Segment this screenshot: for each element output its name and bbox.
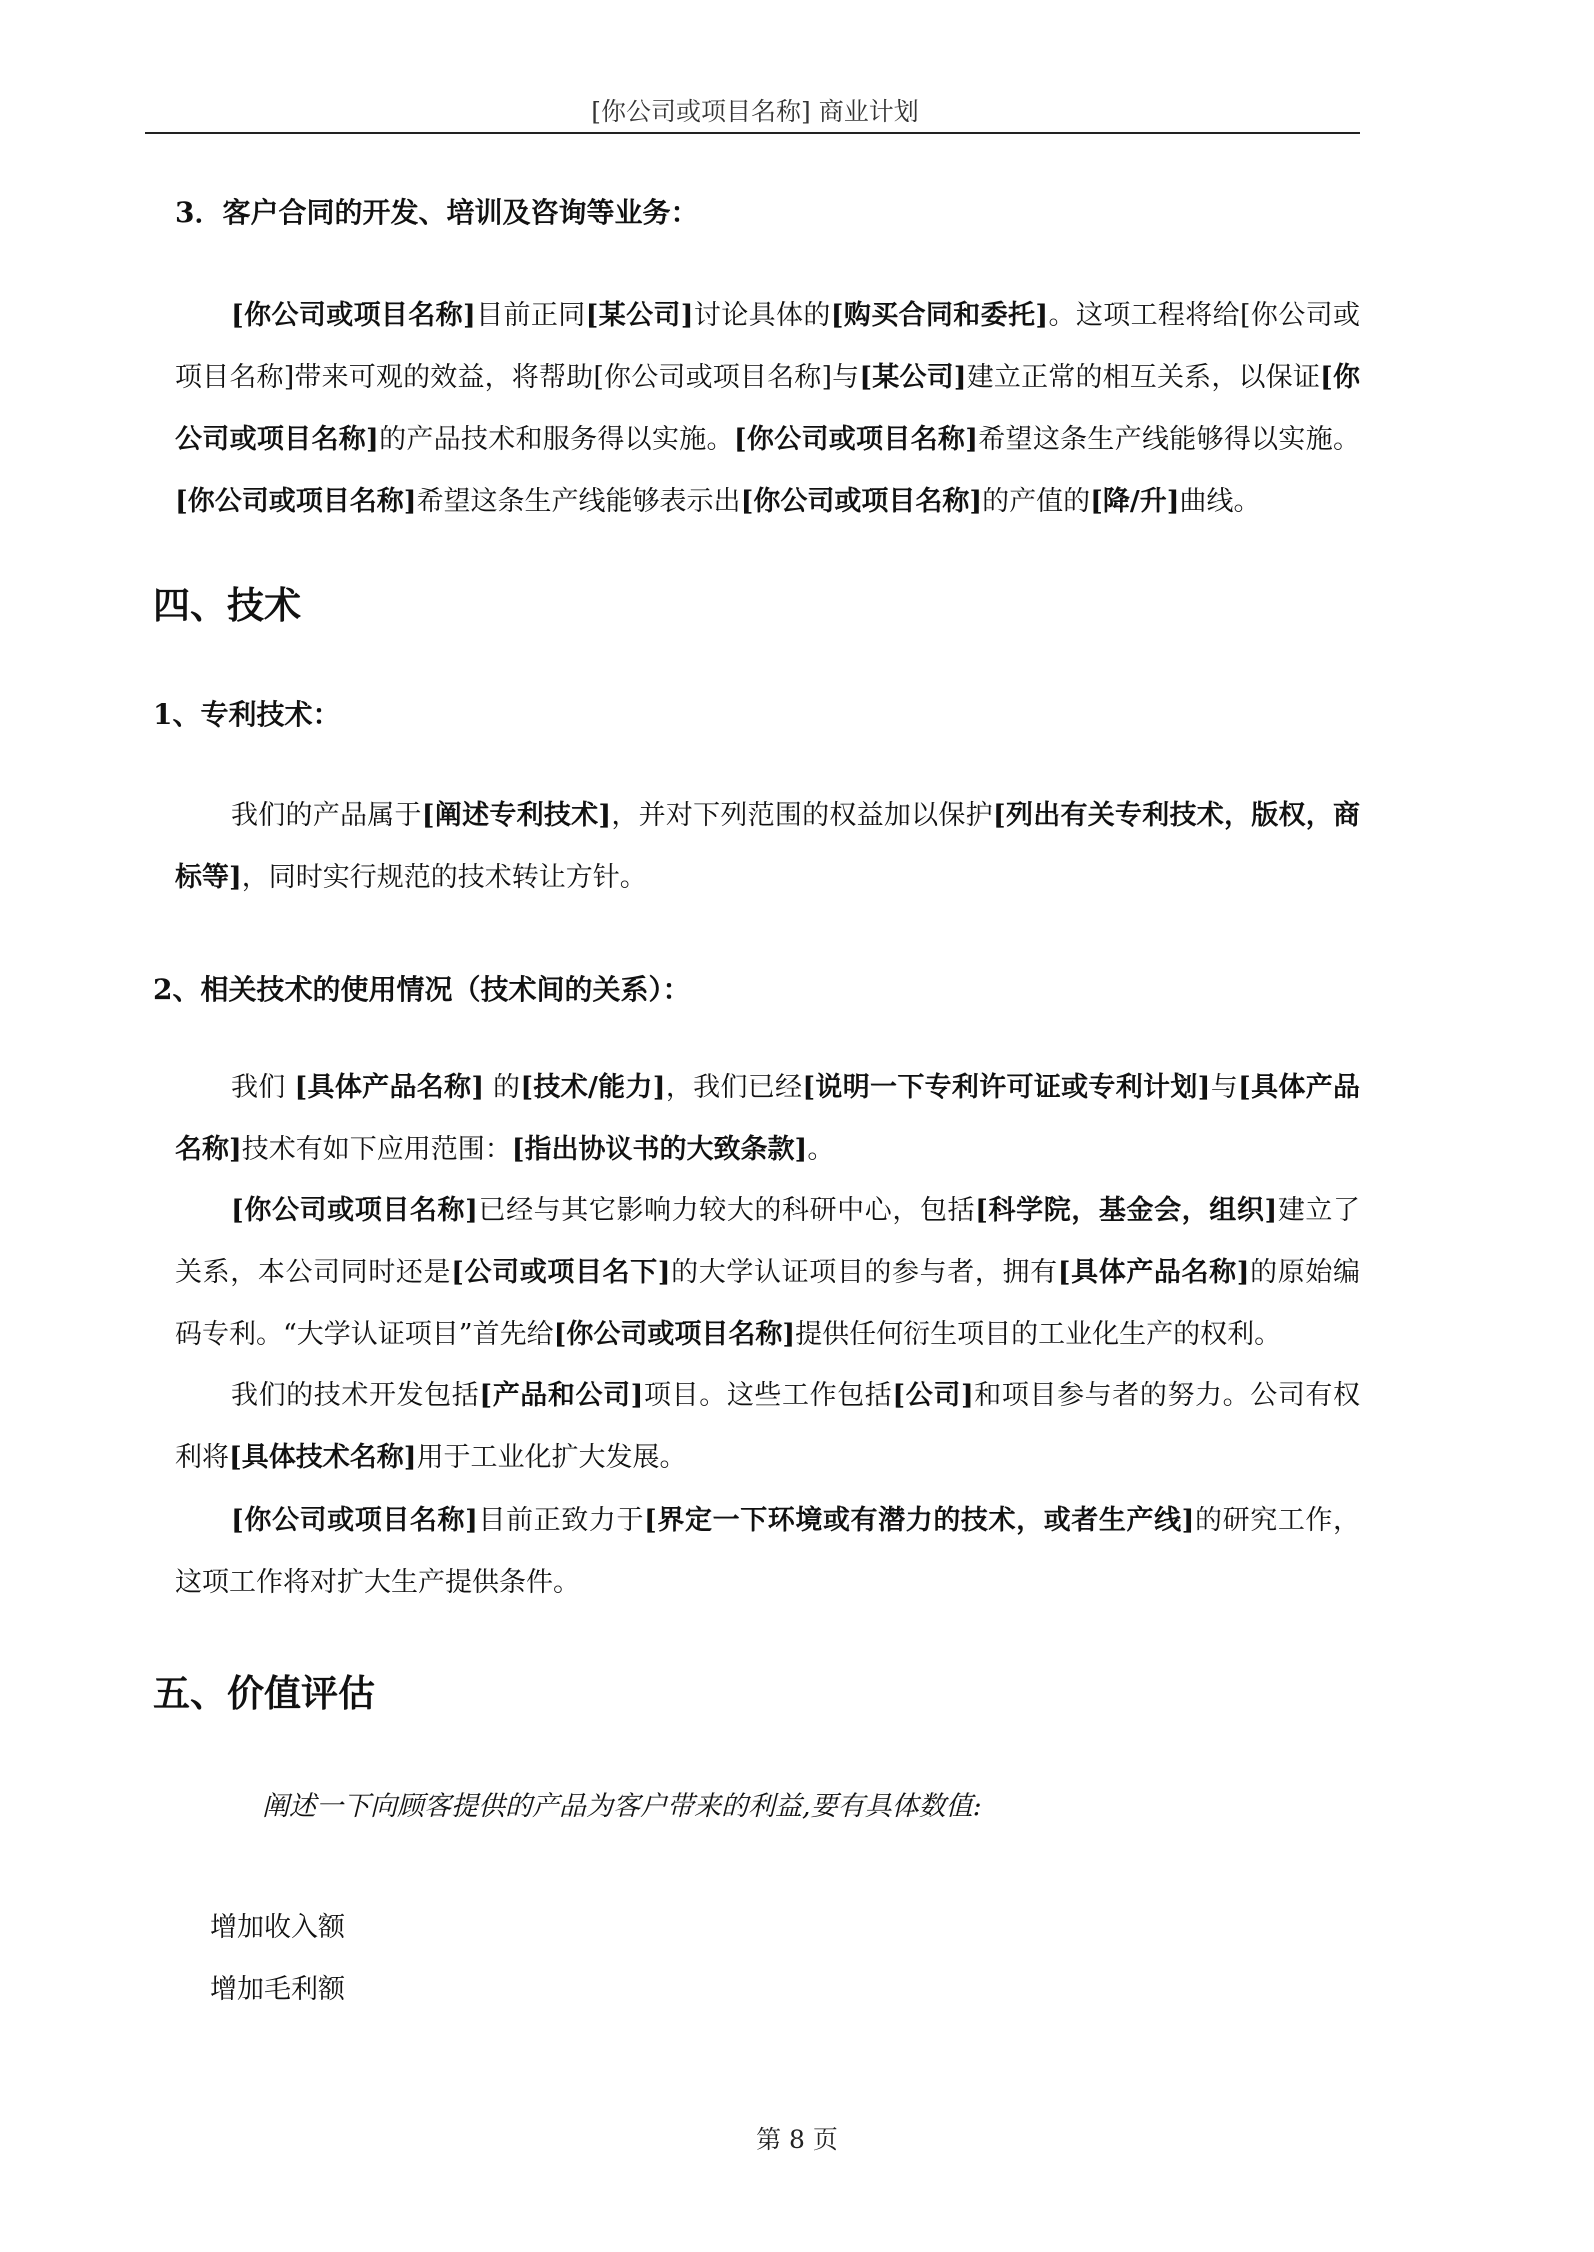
section4-sub1-title: 1、专利技术： bbox=[153, 698, 341, 731]
section5-item-revenue: 增加收入额 bbox=[210, 1912, 345, 1943]
placeholder-text: [你公司或项目名称] bbox=[231, 1505, 478, 1536]
body-text: 与 bbox=[1210, 1072, 1239, 1103]
body-text: 讨论具体的 bbox=[693, 300, 831, 331]
page-number: 第 8 页 bbox=[756, 2125, 838, 2154]
header-divider bbox=[145, 132, 1360, 134]
section4-sub2-title: 2、相关技术的使用情况（技术间的关系）： bbox=[153, 973, 691, 1006]
body-text: 。 bbox=[807, 1134, 835, 1165]
body-text: 的研究工作，这项工作将对扩大生产提供条件。 bbox=[175, 1505, 1361, 1598]
placeholder-text: [阐述专利技术] bbox=[421, 800, 612, 831]
page-header-title: [你公司或项目名称] 商业计划 bbox=[591, 97, 919, 126]
placeholder-text: [说明一下专利许可证或专利计划] bbox=[802, 1072, 1211, 1103]
body-text: 的产值的 bbox=[982, 486, 1091, 517]
body-text: ，同时实行规范的技术转让方针。 bbox=[241, 862, 647, 893]
placeholder-text: [具体产品名称] bbox=[175, 1072, 1360, 1165]
placeholder-text: [某公司] bbox=[585, 300, 694, 331]
placeholder-text: [指出协议书的大致条款] bbox=[511, 1134, 808, 1165]
placeholder-text: [你公司或项目名称] bbox=[553, 1319, 796, 1350]
section3-item3-paragraph bbox=[175, 285, 1360, 533]
body-text: 曲线。 bbox=[1179, 486, 1261, 517]
body-text: 提供任何衍生项目的工业化生产的权利。 bbox=[795, 1319, 1282, 1350]
body-text: 我们的技术开发包括 bbox=[231, 1380, 480, 1411]
body-text: 目前正同 bbox=[475, 300, 586, 331]
section4-sub2-paragraph-4 bbox=[175, 1490, 1360, 1614]
section4-sub1-paragraph bbox=[175, 785, 1360, 909]
body-text: 的 bbox=[484, 1072, 521, 1103]
placeholder-text: [降/升] bbox=[1090, 486, 1180, 517]
placeholder-text: [界定一下环境或有潜力的技术，或者生产线] bbox=[644, 1505, 1195, 1536]
placeholder-text: [你公司或项目名称] bbox=[175, 362, 1360, 455]
body-text: 用于工业化扩大发展。 bbox=[416, 1442, 687, 1473]
body-text: 技术有如下应用范围： bbox=[241, 1134, 512, 1165]
placeholder-text: [你公司或项目名称] bbox=[740, 486, 983, 517]
placeholder-text: [公司] bbox=[892, 1380, 974, 1411]
placeholder-text: [你公司或项目名称] bbox=[733, 424, 978, 455]
body-text: 目前正致力于 bbox=[477, 1505, 645, 1536]
body-text: 希望这条生产线能够表示出 bbox=[416, 486, 741, 517]
placeholder-text: [具体技术名称] bbox=[229, 1442, 417, 1473]
section4-sub2-paragraph-1 bbox=[175, 1057, 1360, 1181]
placeholder-text: [你公司或项目名称] bbox=[175, 486, 417, 517]
body-text: ，我们已经 bbox=[665, 1072, 803, 1103]
section4-heading: 四、技术 bbox=[153, 583, 301, 627]
placeholder-text: [列出有关专利技术，版权，商标等] bbox=[175, 800, 1360, 893]
section5-item-gross-profit: 增加毛利额 bbox=[210, 1974, 345, 2005]
body-text: 我们的产品属于 bbox=[231, 800, 422, 831]
section3-item3-title: 3．客户合同的开发、培训及咨询等业务： bbox=[175, 196, 699, 229]
section5-heading: 五、价值评估 bbox=[153, 1671, 375, 1715]
placeholder-text: [具体产品名称] bbox=[294, 1072, 485, 1103]
body-text: 。这项工程将给[你公司或项目名称]带来可观的效益，将帮助[你公司或项目名称]与 bbox=[175, 300, 1360, 393]
body-text: 的大学认证项目的参与者，拥有 bbox=[670, 1257, 1058, 1288]
placeholder-text: [你公司或项目名称] bbox=[231, 300, 476, 331]
body-text: 建立正常的相互关系，以保证 bbox=[966, 362, 1321, 393]
section4-sub2-paragraph-2 bbox=[175, 1180, 1360, 1366]
section4-sub2-paragraph-3 bbox=[175, 1365, 1360, 1489]
body-text: 的产品技术和服务得以实施。 bbox=[378, 424, 734, 455]
placeholder-text: [具体产品名称] bbox=[1057, 1257, 1250, 1288]
section5-note: 阐述一下向顾客提供的产品为客户带来的利益,要有具体数值: bbox=[262, 1791, 982, 1822]
body-text: 已经与其它影响力较大的科研中心，包括 bbox=[477, 1195, 976, 1226]
body-text: 的原始编码专利。“大学认证项目”首先给 bbox=[175, 1257, 1360, 1350]
placeholder-text: [产品和公司] bbox=[479, 1380, 644, 1411]
body-text: 希望这条生产线能够得以实施。 bbox=[977, 424, 1360, 455]
placeholder-text: [技术/能力] bbox=[520, 1072, 666, 1103]
placeholder-text: [某公司] bbox=[859, 362, 967, 393]
placeholder-text: [你公司或项目名称] bbox=[231, 1195, 478, 1226]
body-text: 项目。这些工作包括 bbox=[643, 1380, 893, 1411]
placeholder-text: [购买合同和委托] bbox=[830, 300, 1049, 331]
placeholder-text: [科学院，基金会，组织] bbox=[975, 1195, 1278, 1226]
body-text: ，并对下列范围的权益加以保护 bbox=[611, 800, 993, 831]
body-text: 建立了关系，本公司同时还是 bbox=[175, 1195, 1361, 1288]
placeholder-text: [公司或项目名下] bbox=[451, 1257, 671, 1288]
body-text: 和项目参与者的努力。公司有权利将 bbox=[175, 1380, 1361, 1473]
body-text: 我们 bbox=[231, 1072, 295, 1103]
